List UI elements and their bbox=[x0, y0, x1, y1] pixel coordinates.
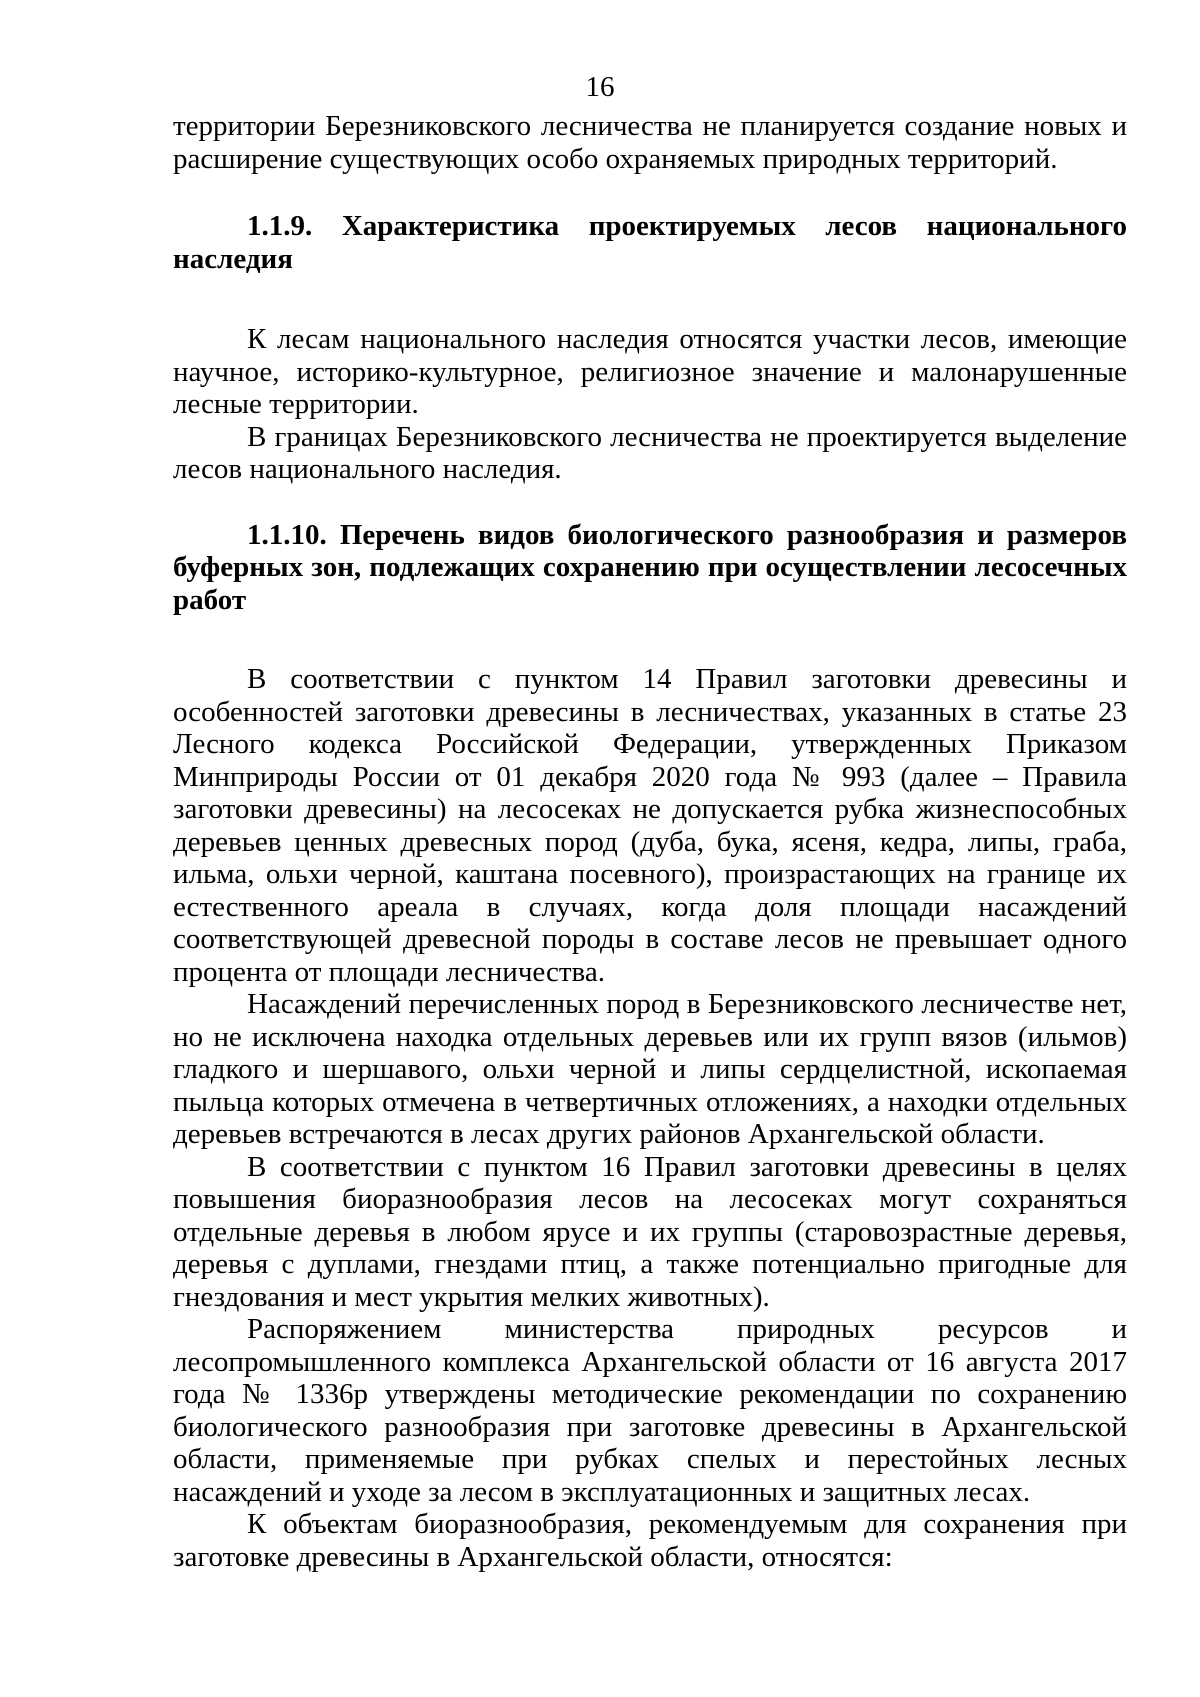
paragraph: Распоряжением министерства природных ресурсов и лесопромышленного комплекса Архангельской области от 16 августа 2017 года № 1336р утверждены методические рекомендации по сохранению биологического разнообразия при заготовке древесины в Архангельской области, применяемые при рубках спелых и перестойных лесных насаждений и уходе за лесом в эксплуатационных и защитных лесах. bbox=[173, 1313, 1127, 1508]
paragraph: Насаждений перечисленных пород в Березниковского лесничестве нет, но не исключена находка отдельных деревьев или их групп вязов (ильмов) гладкого и шершавого, ольхи черной и липы сердцелистной, ископаемая пыльца которых отмечена в четвертичных отложениях, а находки отдельных деревьев встречаются в лесах других районов Архангельской области. bbox=[173, 988, 1127, 1150]
paragraph: В соответствии с пунктом 16 Правил заготовки древесины в целях повышения биоразнообразия лесов на лесосеках могут сохраняться отдельные деревья в любом ярусе и их группы (старовозрастные деревья, деревья с дуплами, гнездами птиц, а также потенциально пригодные для гнездования и мест укрытия мелких животных). bbox=[173, 1150, 1127, 1313]
paragraph: В соответствии с пунктом 14 Правил заготовки древесины и особенностей заготовки древесины в лесничествах, указанных в статье 23 Лесного кодекса Российской Федерации, утвержденных Приказом Минприроды России от 01 декабря 2020 года № 993 (далее – Правила заготовки древесины) на лесосеках не допускается рубка жизнеспособных деревьев ценных древесных пород (дуба, бука, ясеня, кедра, липы, граба, ильма, ольхи черной, каштана посевного), произрастающих на границе их естественного ареала в случаях, когда доля площади насаждений соответствующей древесной породы в составе лесов не превышает одного процента от площади лесничества. bbox=[173, 663, 1127, 988]
paragraph: В границах Березниковского лесничества не проектируется выделение лесов национального наследия. bbox=[173, 420, 1127, 485]
paragraph: К лесам национального наследия относятся участки лесов, имеющие научное, историко-культурное, религиозное значение и малонарушенные лесные территории. bbox=[173, 323, 1127, 420]
paragraph-continued: территории Березниковского лесничества не планируется создание новых и расширение существующих особо охраняемых природных территорий. bbox=[173, 110, 1127, 175]
section-heading-1-1-9: 1.1.9. Характеристика проектируемых лесов национального наследия bbox=[173, 210, 1127, 275]
paragraph: К объектам биоразнообразия, рекомендуемым для сохранения при заготовке древесины в Архангельской области, относятся: bbox=[173, 1508, 1127, 1573]
section-heading-1-1-10: 1.1.10. Перечень видов биологического разнообразия и размеров буферных зон, подлежащих сохранению при осуществлении лесосечных работ bbox=[173, 518, 1127, 616]
document-body bbox=[173, 110, 1127, 1573]
page-number: 16 bbox=[585, 71, 615, 103]
